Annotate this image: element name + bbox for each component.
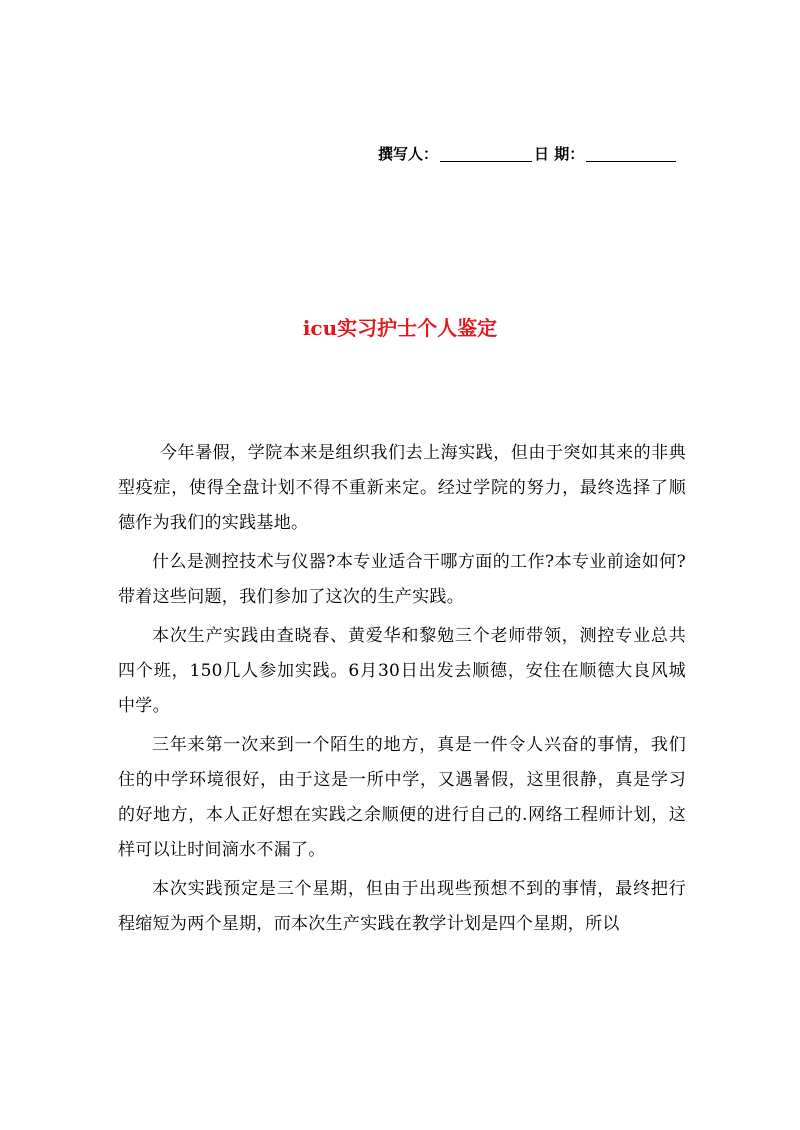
document-body — [118, 436, 686, 942]
paragraph-2: 什么是测控技术与仪器?本专业适合干哪方面的工作?本专业前途如何?带着这些问题，我们参加了这次的生产实践。 — [118, 552, 686, 607]
document-title: icu实习护士个人鉴定 — [302, 316, 498, 340]
paragraph-4: 三年来第一次来到一个陌生的地方，真是一件令人兴奋的事情，我们住的中学环境很好，由于这是一所中学，又遇暑假，这里很静，真是学习的好地方，本人正好想在实践之余顺便的进行自己的.网络工程师计划，这样可以让时间滴水不漏了。 — [118, 735, 686, 860]
author-blank-field — [440, 145, 532, 162]
paragraph-1: 今年暑假，学院本来是组织我们去上海实践，但由于突如其来的非典型疫症，使得全盘计划不得不重新来定。经过学院的努力，最终选择了顺德作为我们的实践基地。 — [118, 443, 686, 533]
date-label: 日 期： — [534, 145, 585, 163]
paragraph-3: 本次生产实践由查晓春、黄爱华和黎勉三个老师带领，测控专业总共四个班，150几人参加实践。6月30日出发去顺德，安住在顺德大良风城中学。 — [118, 626, 686, 716]
author-label: 撰写人： — [378, 145, 439, 163]
date-blank-field — [586, 145, 676, 162]
author-date-line — [378, 140, 688, 164]
paragraph-5: 本次实践预定是三个星期，但由于出现些预想不到的事情，最终把行程缩短为两个星期，而本次生产实践在教学计划是四个星期，所以 — [118, 879, 686, 934]
